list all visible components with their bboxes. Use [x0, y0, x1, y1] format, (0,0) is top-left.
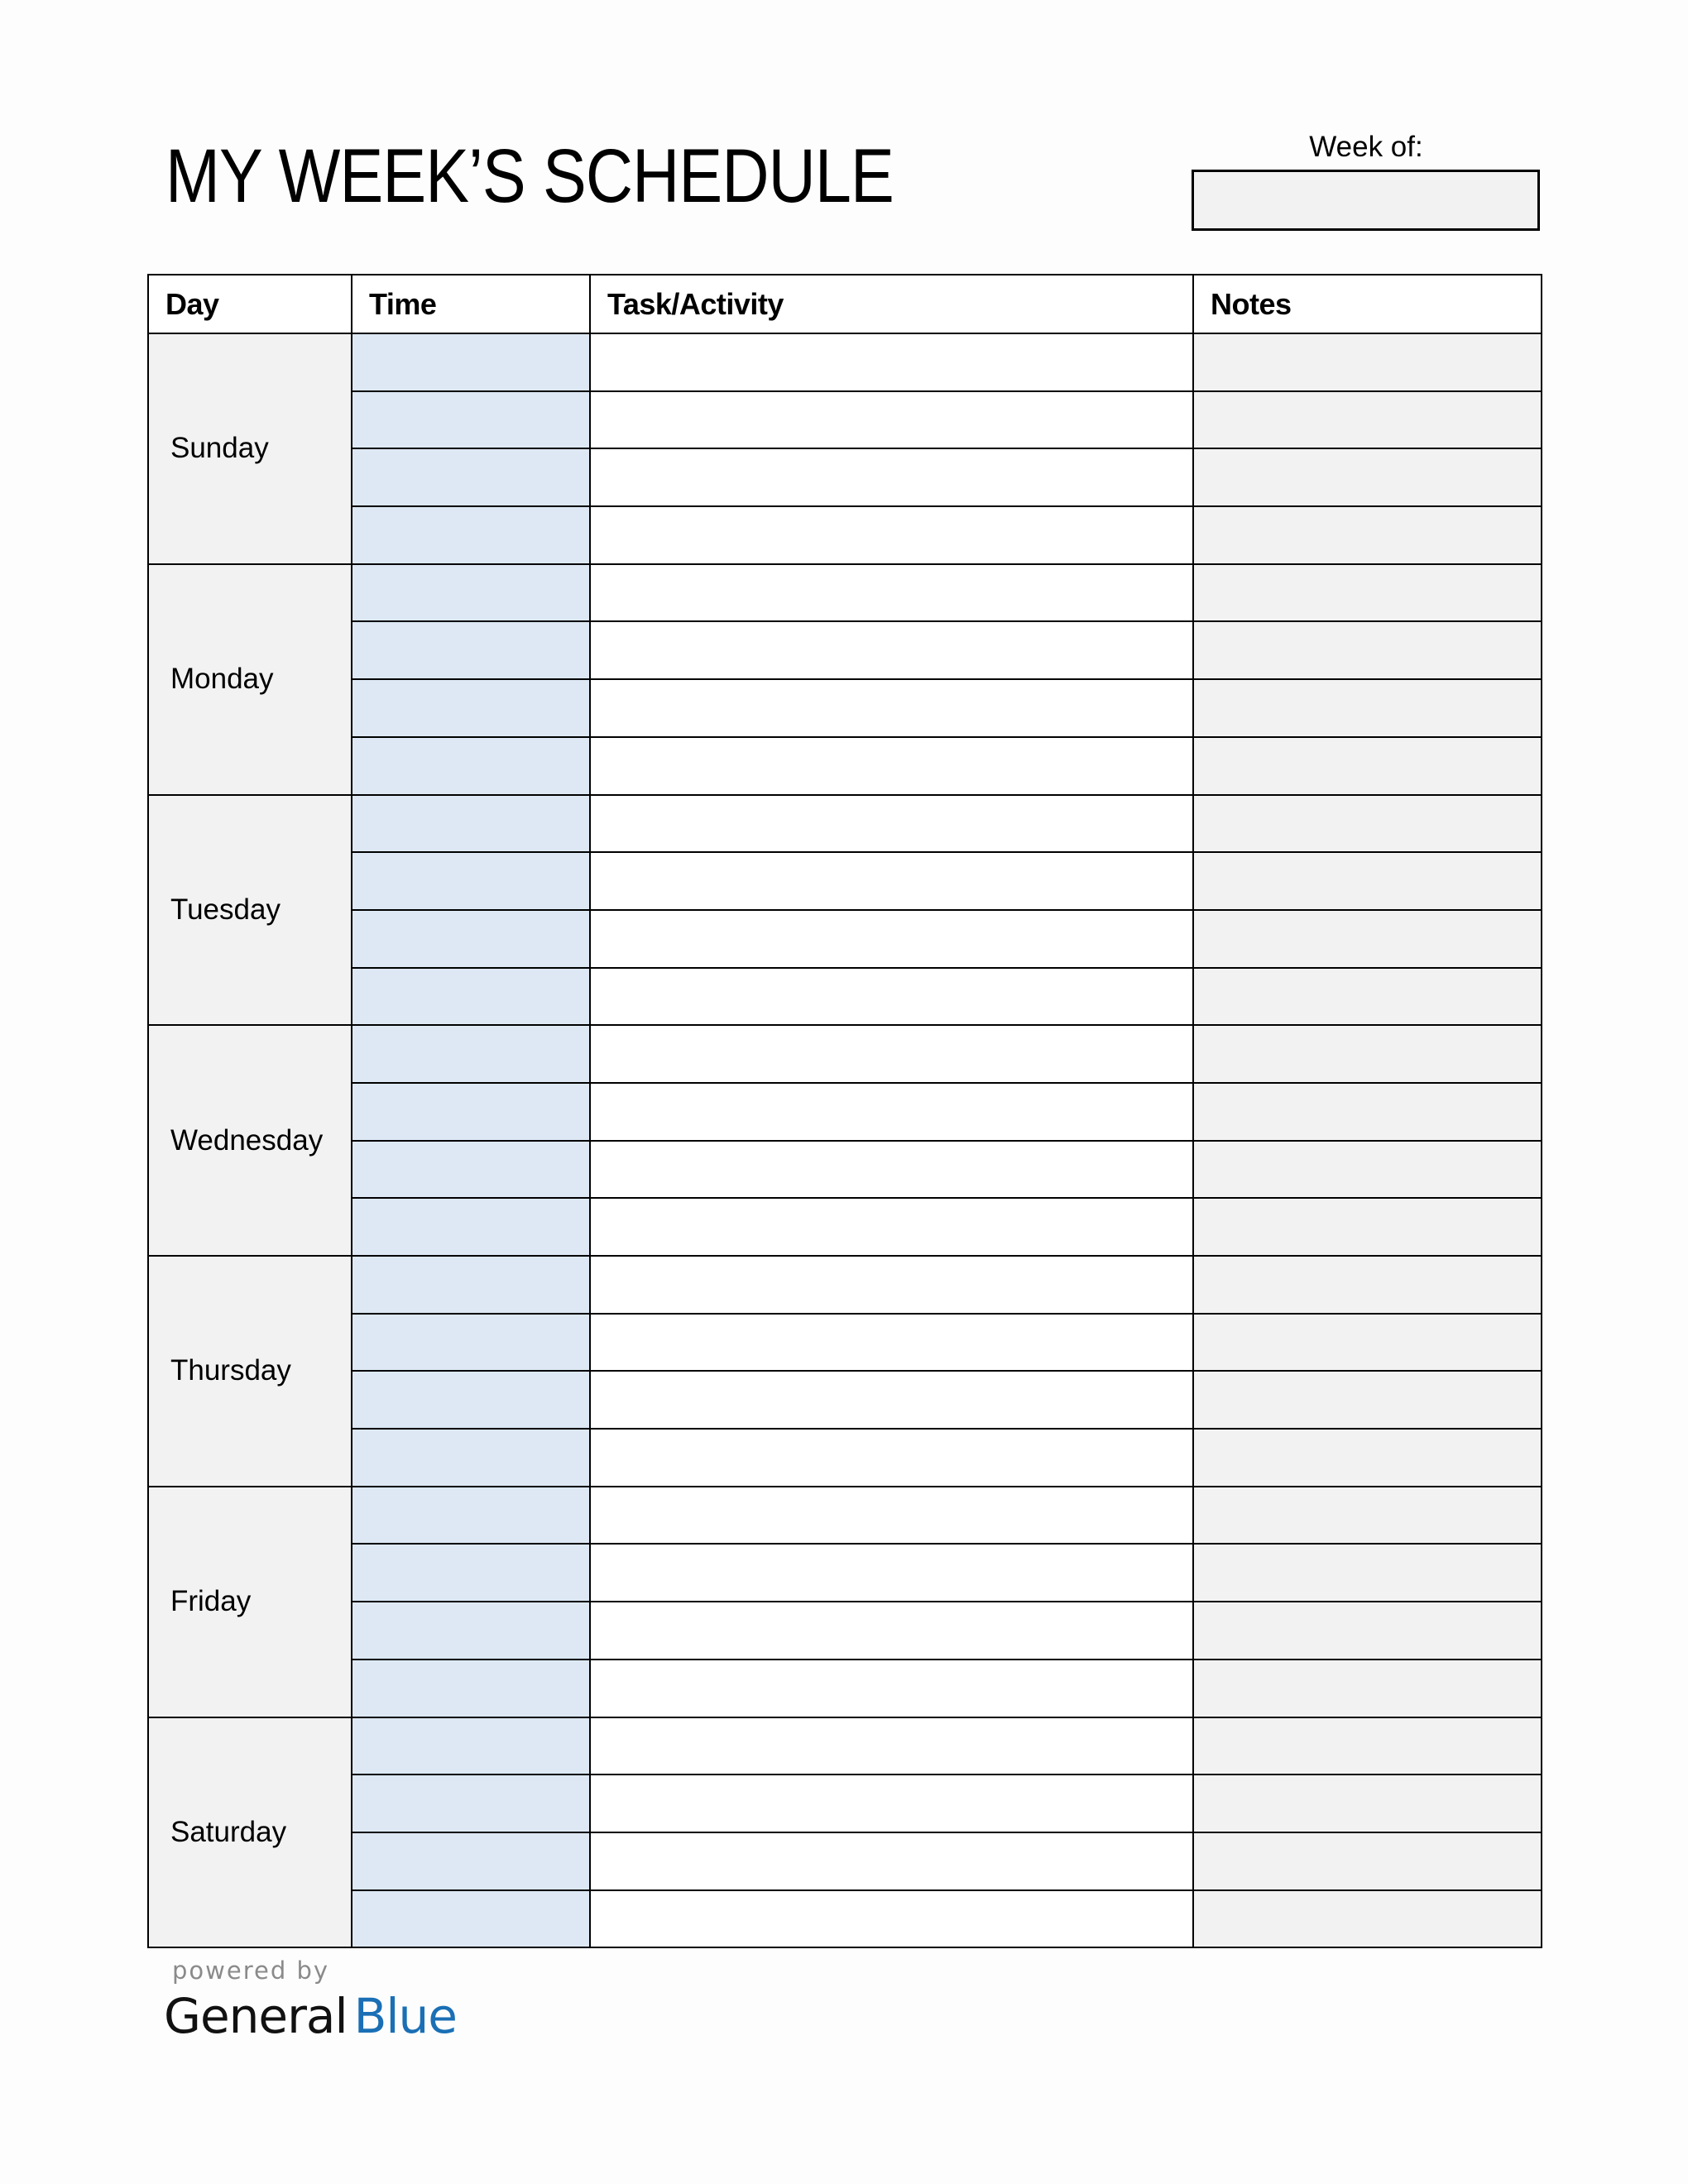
schedule-row	[148, 333, 1542, 391]
time-slot-cell[interactable]	[352, 1256, 590, 1314]
notes-cell[interactable]	[1193, 910, 1542, 968]
time-slot-cell[interactable]	[352, 333, 590, 391]
notes-cell[interactable]	[1193, 1198, 1542, 1256]
notes-cell[interactable]	[1193, 1429, 1542, 1487]
time-slot-cell[interactable]	[352, 1660, 590, 1717]
time-slot-cell[interactable]	[352, 1314, 590, 1372]
task-activity-cell[interactable]	[590, 1025, 1193, 1083]
column-header-day: Day	[148, 275, 352, 333]
schedule-row	[148, 1025, 1542, 1083]
day-label-saturday: Saturday	[148, 1717, 352, 1948]
notes-cell[interactable]	[1193, 1832, 1542, 1890]
schedule-row	[148, 391, 1542, 449]
time-slot-cell[interactable]	[352, 795, 590, 853]
task-activity-cell[interactable]	[590, 1602, 1193, 1660]
schedule-row	[148, 1429, 1542, 1487]
footer-logo	[164, 1952, 457, 2043]
time-slot-cell[interactable]	[352, 621, 590, 679]
task-activity-cell[interactable]	[590, 1314, 1193, 1372]
schedule-row	[148, 1371, 1542, 1429]
time-slot-cell[interactable]	[352, 737, 590, 795]
notes-cell[interactable]	[1193, 1544, 1542, 1602]
notes-cell[interactable]	[1193, 1314, 1542, 1372]
time-slot-cell[interactable]	[352, 1141, 590, 1199]
page-title: MY WEEK’S SCHEDULE	[165, 134, 894, 218]
time-slot-cell[interactable]	[352, 968, 590, 1026]
time-slot-cell[interactable]	[352, 391, 590, 449]
task-activity-cell[interactable]	[590, 1429, 1193, 1487]
notes-cell[interactable]	[1193, 1371, 1542, 1429]
task-activity-cell[interactable]	[590, 1371, 1193, 1429]
task-activity-cell[interactable]	[590, 795, 1193, 853]
notes-cell[interactable]	[1193, 852, 1542, 910]
time-slot-cell[interactable]	[352, 679, 590, 737]
schedule-row	[148, 795, 1542, 853]
task-activity-cell[interactable]	[590, 1717, 1193, 1775]
task-activity-cell[interactable]	[590, 333, 1193, 391]
schedule-row	[148, 968, 1542, 1026]
time-slot-cell[interactable]	[352, 1832, 590, 1890]
schedule-row	[148, 679, 1542, 737]
task-activity-cell[interactable]	[590, 391, 1193, 449]
notes-cell[interactable]	[1193, 1083, 1542, 1141]
notes-cell[interactable]	[1193, 1256, 1542, 1314]
schedule-row	[148, 448, 1542, 506]
task-activity-cell[interactable]	[590, 506, 1193, 564]
brand-general: General	[164, 1988, 348, 2044]
task-activity-cell[interactable]	[590, 1890, 1193, 1948]
schedule-row	[148, 1141, 1542, 1199]
time-slot-cell[interactable]	[352, 448, 590, 506]
schedule-row	[148, 1717, 1542, 1775]
week-of-label: Week of:	[1309, 131, 1423, 163]
task-activity-cell[interactable]	[590, 448, 1193, 506]
time-slot-cell[interactable]	[352, 1429, 590, 1487]
task-activity-cell[interactable]	[590, 1774, 1193, 1832]
notes-cell[interactable]	[1193, 1774, 1542, 1832]
schedule-row	[148, 506, 1542, 564]
notes-cell[interactable]	[1193, 1602, 1542, 1660]
schedule-table	[147, 274, 1542, 1948]
schedule-row	[148, 621, 1542, 679]
day-label-monday: Monday	[148, 564, 352, 795]
task-activity-cell[interactable]	[590, 1141, 1193, 1199]
task-activity-cell[interactable]	[590, 1083, 1193, 1141]
time-slot-cell[interactable]	[352, 1487, 590, 1545]
brand-blue: Blue	[353, 1988, 457, 2044]
notes-cell[interactable]	[1193, 1717, 1542, 1775]
notes-cell[interactable]	[1193, 506, 1542, 564]
column-header-time: Time	[352, 275, 590, 333]
notes-cell[interactable]	[1193, 968, 1542, 1026]
schedule-row	[148, 737, 1542, 795]
notes-cell[interactable]	[1193, 1141, 1542, 1199]
task-activity-cell[interactable]	[590, 910, 1193, 968]
schedule-row	[148, 1256, 1542, 1314]
week-of-input[interactable]	[1192, 170, 1540, 231]
schedule-row	[148, 1314, 1542, 1372]
notes-cell[interactable]	[1193, 795, 1542, 853]
notes-cell[interactable]	[1193, 333, 1542, 391]
task-activity-cell[interactable]	[590, 621, 1193, 679]
notes-cell[interactable]	[1193, 1487, 1542, 1545]
time-slot-cell[interactable]	[352, 1083, 590, 1141]
notes-cell[interactable]	[1193, 1660, 1542, 1717]
day-label-sunday: Sunday	[148, 333, 352, 564]
notes-cell[interactable]	[1193, 391, 1542, 449]
schedule-row	[148, 1832, 1542, 1890]
schedule-row	[148, 564, 1542, 622]
task-activity-cell[interactable]	[590, 564, 1193, 622]
notes-cell[interactable]	[1193, 621, 1542, 679]
task-activity-cell[interactable]	[590, 1256, 1193, 1314]
column-header-notes: Notes	[1193, 275, 1542, 333]
day-label-tuesday: Tuesday	[148, 795, 352, 1026]
schedule-row	[148, 1544, 1542, 1602]
task-activity-cell[interactable]	[590, 1487, 1193, 1545]
day-label-thursday: Thursday	[148, 1256, 352, 1487]
task-activity-cell[interactable]	[590, 968, 1193, 1026]
notes-cell[interactable]	[1193, 448, 1542, 506]
notes-cell[interactable]	[1193, 679, 1542, 737]
day-label-friday: Friday	[148, 1487, 352, 1717]
time-slot-cell[interactable]	[352, 1774, 590, 1832]
schedule-row	[148, 910, 1542, 968]
column-header-task: Task/Activity	[590, 275, 1193, 333]
schedule-row	[148, 1602, 1542, 1660]
task-activity-cell[interactable]	[590, 1832, 1193, 1890]
time-slot-cell[interactable]	[352, 1544, 590, 1602]
task-activity-cell[interactable]	[590, 679, 1193, 737]
time-slot-cell[interactable]	[352, 1602, 590, 1660]
header-row	[148, 275, 1542, 333]
task-activity-cell[interactable]	[590, 1198, 1193, 1256]
task-activity-cell[interactable]	[590, 852, 1193, 910]
time-slot-cell[interactable]	[352, 1025, 590, 1083]
time-slot-cell[interactable]	[352, 1371, 590, 1429]
time-slot-cell[interactable]	[352, 1198, 590, 1256]
task-activity-cell[interactable]	[590, 1660, 1193, 1717]
schedule-row	[148, 1198, 1542, 1256]
time-slot-cell[interactable]	[352, 506, 590, 564]
time-slot-cell[interactable]	[352, 910, 590, 968]
schedule-row	[148, 1890, 1542, 1948]
schedule-row	[148, 1487, 1542, 1545]
schedule-body	[148, 333, 1542, 1947]
brand-logo	[164, 1989, 457, 2043]
notes-cell[interactable]	[1193, 564, 1542, 622]
notes-cell[interactable]	[1193, 737, 1542, 795]
notes-cell[interactable]	[1193, 1890, 1542, 1948]
schedule-row	[148, 852, 1542, 910]
time-slot-cell[interactable]	[352, 1890, 590, 1948]
task-activity-cell[interactable]	[590, 737, 1193, 795]
schedule-row	[148, 1660, 1542, 1717]
schedule-row	[148, 1774, 1542, 1832]
time-slot-cell[interactable]	[352, 1717, 590, 1775]
time-slot-cell[interactable]	[352, 852, 590, 910]
day-label-wednesday: Wednesday	[148, 1025, 352, 1256]
schedule-row	[148, 1083, 1542, 1141]
task-activity-cell[interactable]	[590, 1544, 1193, 1602]
powered-by-text: powered by	[172, 1956, 330, 1985]
notes-cell[interactable]	[1193, 1025, 1542, 1083]
time-slot-cell[interactable]	[352, 564, 590, 622]
